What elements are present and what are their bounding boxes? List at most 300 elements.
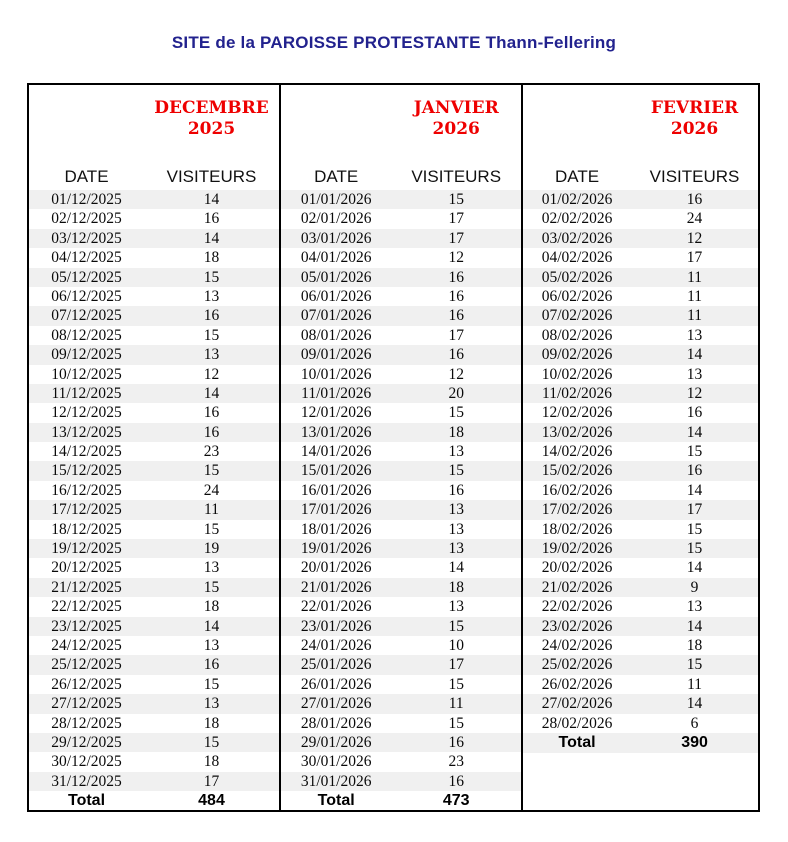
visitors-cell: 14 (686, 559, 703, 577)
table-row (281, 578, 521, 597)
visitors-cell: 14 (448, 559, 464, 577)
table-row (523, 520, 758, 539)
visitors-cell: 14 (686, 617, 703, 635)
table-row (29, 268, 279, 287)
table-row (29, 539, 279, 558)
table-row (281, 287, 521, 306)
visitors-cell: 11 (687, 268, 702, 286)
visitors-cell: 14 (686, 695, 703, 713)
visitors-cell: 13 (203, 695, 220, 713)
panel-header (523, 85, 758, 190)
visitors-cell: 11 (448, 695, 464, 713)
date-cell: 21/02/2026 (541, 578, 613, 596)
date-cell: 13/12/2025 (51, 423, 122, 441)
table-row (281, 229, 521, 248)
month-name: DECEMBRE (154, 98, 269, 118)
date-cell: 13/02/2026 (541, 423, 613, 441)
date-cell: 11/02/2026 (542, 384, 613, 402)
date-cell: 17/02/2026 (541, 501, 613, 519)
visitors-cell: 18 (448, 423, 464, 441)
date-cell: 28/02/2026 (541, 714, 613, 732)
date-cell: 26/02/2026 (541, 675, 613, 693)
date-cell: 25/01/2026 (300, 656, 372, 674)
date-cell: 18/01/2026 (300, 520, 372, 538)
visitors-cell: 17 (448, 326, 464, 344)
table-row (523, 287, 758, 306)
date-cell: 27/12/2025 (51, 695, 122, 713)
visitors-cell: 15 (448, 714, 464, 732)
table-row (29, 772, 279, 791)
table-row (281, 539, 521, 558)
date-cell: 05/12/2025 (51, 268, 122, 286)
table-row (523, 617, 758, 636)
table-row (523, 694, 758, 713)
date-cell: 07/01/2026 (300, 307, 372, 325)
month-title (391, 98, 521, 140)
date-cell: 19/01/2026 (300, 540, 372, 558)
date-column-header: DATE (555, 167, 600, 186)
table-row (523, 500, 758, 519)
visitors-cell: 13 (448, 598, 464, 616)
table-row (523, 423, 758, 442)
date-cell: 23/01/2026 (300, 617, 372, 635)
month-title (631, 98, 758, 140)
date-cell: 31/12/2025 (51, 772, 122, 790)
visitors-cell: 17 (448, 210, 464, 228)
visitors-cell: 16 (203, 210, 220, 228)
visitors-cell: 14 (203, 384, 220, 402)
table-row (281, 655, 521, 674)
visitors-cell: 15 (448, 617, 464, 635)
date-cell: 21/12/2025 (51, 578, 122, 596)
table-row (281, 558, 521, 577)
table-row (29, 694, 279, 713)
visitors-cell: 13 (448, 443, 464, 461)
table-row (29, 345, 279, 364)
table-row (281, 268, 521, 287)
visitors-cell: 17 (686, 501, 703, 519)
visitors-cell: 15 (203, 462, 220, 480)
visitors-cell: 16 (686, 404, 703, 422)
date-cell: 27/01/2026 (300, 695, 372, 713)
table-row (281, 597, 521, 616)
date-cell: 07/12/2025 (51, 307, 122, 325)
column-headers (281, 167, 521, 190)
visitors-cell: 18 (686, 636, 703, 654)
table-row (281, 733, 521, 752)
date-cell: 30/12/2025 (51, 753, 122, 771)
visitors-cell: 18 (448, 578, 464, 596)
visitors-cell: 18 (203, 249, 220, 267)
date-cell: 20/12/2025 (51, 559, 122, 577)
month-panel-decembre (29, 85, 279, 810)
date-cell: 02/12/2025 (51, 210, 122, 228)
date-cell: 13/01/2026 (300, 423, 372, 441)
visitors-cell: 20 (448, 384, 464, 402)
visitors-cell: 15 (686, 656, 703, 674)
table-row (281, 500, 521, 519)
panel-header (281, 85, 521, 190)
table-row (281, 345, 521, 364)
visitors-cell: 13 (448, 540, 464, 558)
date-cell: 08/01/2026 (300, 326, 372, 344)
visitors-cell: 15 (203, 326, 220, 344)
table-row (29, 423, 279, 442)
visitors-cell: 18 (203, 753, 220, 771)
date-cell: 09/01/2026 (300, 346, 372, 364)
month-name: FEVRIER (650, 98, 739, 118)
table-row (523, 539, 758, 558)
visitors-cell: 13 (203, 287, 220, 305)
data-rows (523, 190, 758, 733)
table-row (523, 597, 758, 616)
table-row (29, 617, 279, 636)
date-cell: 12/02/2026 (541, 404, 613, 422)
date-cell: 24/02/2026 (541, 636, 613, 654)
total-label: Total (67, 792, 106, 810)
visitors-cell: 14 (686, 346, 703, 364)
table-row (523, 268, 758, 287)
table-row (523, 209, 758, 228)
date-column-header: DATE (314, 167, 359, 186)
page-title: SITE de la PAROISSE PROTESTANTE Thann-Fellering (171, 33, 617, 52)
date-cell: 25/02/2026 (541, 656, 613, 674)
visitors-cell: 15 (448, 675, 464, 693)
date-cell: 03/02/2026 (541, 229, 613, 247)
date-cell: 28/12/2025 (51, 714, 122, 732)
date-cell: 22/02/2026 (541, 598, 613, 616)
table-row (523, 190, 758, 209)
visitors-cell: 13 (203, 346, 220, 364)
visitors-cell: 17 (448, 229, 464, 247)
date-cell: 10/12/2025 (51, 365, 122, 383)
date-cell: 15/12/2025 (51, 462, 122, 480)
date-cell: 04/12/2025 (51, 249, 122, 267)
table-row (281, 772, 521, 791)
table-row (29, 209, 279, 228)
table-row (523, 229, 758, 248)
visitors-cell: 14 (203, 191, 220, 208)
date-cell: 10/02/2026 (541, 365, 613, 383)
date-cell: 26/12/2025 (51, 675, 122, 693)
table-row (523, 481, 758, 500)
table-row (29, 520, 279, 539)
visitors-column-header: VISITEURS (166, 167, 257, 186)
date-cell: 12/12/2025 (51, 404, 122, 422)
visitors-cell: 16 (448, 287, 464, 305)
visitors-column-header: VISITEURS (649, 167, 740, 186)
visitors-cell: 13 (686, 365, 703, 383)
date-cell: 14/12/2025 (51, 443, 122, 461)
table-row (29, 636, 279, 655)
visitors-cell: 11 (687, 675, 702, 693)
date-cell: 02/02/2026 (541, 210, 613, 228)
visitors-cell: 16 (203, 404, 220, 422)
date-cell: 11/01/2026 (301, 384, 372, 402)
visitors-cell: 15 (203, 520, 220, 538)
table-row (523, 384, 758, 403)
visitors-cell: 16 (448, 307, 464, 325)
visitors-cell: 24 (203, 481, 220, 499)
visitors-cell: 11 (687, 307, 702, 325)
visitors-cell: 16 (448, 481, 464, 499)
date-cell: 04/02/2026 (541, 249, 613, 267)
date-cell: 23/02/2026 (541, 617, 613, 635)
table-row (29, 190, 279, 209)
month-year: 2026 (670, 119, 719, 139)
date-cell: 24/01/2026 (300, 636, 372, 654)
date-cell: 09/12/2025 (51, 346, 122, 364)
visitors-cell: 9 (690, 578, 699, 596)
visitors-cell: 23 (448, 753, 464, 771)
visitors-cell: 13 (686, 598, 703, 616)
date-cell: 05/01/2026 (300, 268, 372, 286)
table-row (29, 655, 279, 674)
table-row (281, 481, 521, 500)
table-row (281, 306, 521, 325)
visitors-cell: 12 (448, 249, 464, 267)
visitors-cell: 16 (448, 772, 464, 790)
date-cell: 29/12/2025 (51, 733, 122, 751)
date-cell: 19/02/2026 (541, 540, 613, 558)
month-year: 2026 (432, 119, 480, 139)
panel-header (29, 85, 279, 190)
date-cell: 27/02/2026 (541, 695, 613, 713)
date-cell: 20/01/2026 (300, 559, 372, 577)
table-row (281, 461, 521, 480)
data-rows (281, 190, 521, 791)
table-row (29, 675, 279, 694)
date-cell: 12/01/2026 (300, 404, 372, 422)
table-row (523, 306, 758, 325)
date-column-header: DATE (64, 167, 109, 186)
table-row (281, 694, 521, 713)
visitors-cell: 17 (448, 656, 464, 674)
visitors-cell: 15 (448, 462, 464, 480)
table-row (281, 423, 521, 442)
date-cell: 02/01/2026 (300, 210, 372, 228)
visitors-cell: 10 (448, 636, 464, 654)
date-cell: 16/12/2025 (51, 481, 122, 499)
date-cell: 28/01/2026 (300, 714, 372, 732)
visitors-cell: 12 (686, 384, 703, 402)
table-row (29, 481, 279, 500)
date-cell: 18/12/2025 (51, 520, 122, 538)
table-row (29, 365, 279, 384)
visitors-cell: 18 (203, 714, 220, 732)
table-row (523, 365, 758, 384)
total-value: 390 (681, 733, 708, 751)
visitors-cell: 23 (203, 443, 220, 461)
visitors-cell: 16 (203, 307, 220, 325)
date-cell: 16/01/2026 (300, 481, 372, 499)
visitors-cell: 16 (686, 462, 703, 480)
date-cell: 11/12/2025 (51, 384, 122, 402)
table-row (523, 578, 758, 597)
table-row (29, 287, 279, 306)
date-cell: 30/01/2026 (300, 753, 372, 771)
visitors-cell: 15 (448, 191, 464, 208)
total-row (29, 791, 279, 811)
table-row (281, 190, 521, 209)
table-row (29, 500, 279, 519)
visitors-cell: 6 (690, 714, 699, 732)
table-row (29, 403, 279, 422)
table-row (281, 384, 521, 403)
visitors-cell: 24 (686, 210, 703, 228)
date-cell: 18/02/2026 (541, 520, 613, 538)
visitors-cell: 19 (203, 540, 220, 558)
table-row (523, 442, 758, 461)
total-row (523, 733, 758, 753)
visitors-cell: 18 (203, 598, 220, 616)
visitors-cell: 16 (448, 268, 464, 286)
table-row (523, 345, 758, 364)
visitors-cell: 12 (203, 365, 220, 383)
table-row (29, 248, 279, 267)
date-cell: 14/01/2026 (300, 443, 372, 461)
visitors-cell: 17 (203, 772, 220, 790)
table-row (29, 442, 279, 461)
date-cell: 14/02/2026 (541, 443, 613, 461)
date-cell: 24/12/2025 (51, 636, 122, 654)
visitors-cell: 15 (686, 443, 703, 461)
table-row (523, 403, 758, 422)
date-cell: 21/01/2026 (300, 578, 372, 596)
visitors-cell: 15 (686, 520, 703, 538)
table-row (29, 733, 279, 752)
visitors-cell: 11 (204, 501, 219, 519)
date-cell: 15/01/2026 (300, 462, 372, 480)
date-cell: 31/01/2026 (300, 772, 372, 790)
visitors-cell: 13 (448, 520, 464, 538)
visitors-cell: 12 (686, 229, 703, 247)
total-value: 484 (198, 792, 225, 810)
table-row (281, 617, 521, 636)
table-row (523, 248, 758, 267)
visitors-cell: 14 (686, 423, 703, 441)
date-cell: 22/12/2025 (51, 598, 122, 616)
visitors-cell: 16 (203, 423, 220, 441)
date-cell: 06/12/2025 (51, 287, 122, 305)
table-row (29, 461, 279, 480)
date-cell: 06/01/2026 (300, 287, 372, 305)
table-row (281, 442, 521, 461)
month-panel-fevrier (521, 85, 758, 810)
table-row (281, 520, 521, 539)
date-cell: 23/12/2025 (51, 617, 122, 635)
date-cell: 22/01/2026 (300, 598, 372, 616)
date-cell: 08/12/2025 (51, 326, 122, 344)
date-cell: 26/01/2026 (300, 675, 372, 693)
visitors-cell: 16 (448, 733, 464, 751)
date-cell: 01/02/2026 (541, 191, 613, 208)
date-cell: 17/12/2025 (51, 501, 122, 519)
visitors-cell: 15 (203, 733, 220, 751)
month-panel-janvier (279, 85, 521, 810)
table-row (523, 461, 758, 480)
date-cell: 20/02/2026 (541, 559, 613, 577)
visitors-cell: 13 (203, 636, 220, 654)
month-name: JANVIER (413, 98, 499, 118)
date-cell: 16/02/2026 (541, 481, 613, 499)
table-row (281, 365, 521, 384)
visitors-cell: 16 (686, 191, 703, 208)
date-cell: 04/01/2026 (300, 249, 372, 267)
column-headers (29, 167, 279, 190)
table-row (281, 326, 521, 345)
table-row (281, 248, 521, 267)
date-cell: 01/01/2026 (300, 191, 372, 208)
date-cell: 15/02/2026 (541, 462, 613, 480)
table-row (29, 558, 279, 577)
visitors-cell: 15 (203, 675, 220, 693)
table-row (523, 655, 758, 674)
date-cell: 03/01/2026 (300, 229, 372, 247)
total-row (281, 791, 521, 811)
date-cell: 05/02/2026 (541, 268, 613, 286)
table-row (523, 636, 758, 655)
table-row (281, 403, 521, 422)
table-row (29, 326, 279, 345)
date-cell: 06/02/2026 (541, 287, 613, 305)
visitors-cell: 16 (203, 656, 220, 674)
total-label: Total (558, 733, 596, 751)
date-cell: 25/12/2025 (51, 656, 122, 674)
visitors-cell: 15 (448, 404, 464, 422)
visitors-cell: 14 (203, 617, 220, 635)
table-row (523, 675, 758, 694)
visitors-cell: 13 (686, 326, 703, 344)
visitors-cell: 13 (203, 559, 220, 577)
visitors-cell: 12 (448, 365, 464, 383)
date-cell: 17/01/2026 (300, 501, 372, 519)
total-value: 473 (442, 792, 470, 810)
month-year: 2025 (187, 119, 236, 139)
table-row (29, 578, 279, 597)
table-row (281, 752, 521, 771)
visitors-cell: 16 (448, 346, 464, 364)
table-row (29, 597, 279, 616)
table-row (281, 636, 521, 655)
visitors-cell: 15 (203, 578, 220, 596)
date-cell: 03/12/2025 (51, 229, 122, 247)
table-row (523, 558, 758, 577)
column-headers (523, 167, 758, 190)
date-cell: 19/12/2025 (51, 540, 122, 558)
table-row (29, 384, 279, 403)
table-row (29, 229, 279, 248)
table-row (29, 714, 279, 733)
date-cell: 01/12/2025 (51, 191, 122, 208)
visitors-cell: 15 (203, 268, 220, 286)
visitors-cell: 17 (686, 249, 703, 267)
table-row (281, 714, 521, 733)
visitors-cell: 15 (686, 540, 703, 558)
table-row (281, 675, 521, 694)
visitor-stats-table (27, 83, 760, 812)
data-rows (29, 190, 279, 791)
table-row (281, 209, 521, 228)
month-title (144, 98, 279, 140)
date-cell: 29/01/2026 (300, 733, 372, 751)
date-cell: 10/01/2026 (300, 365, 372, 383)
visitors-cell: 14 (686, 481, 703, 499)
table-row (29, 752, 279, 771)
date-cell: 07/02/2026 (541, 307, 613, 325)
visitors-column-header: VISITEURS (411, 167, 502, 186)
date-cell: 08/02/2026 (541, 326, 613, 344)
